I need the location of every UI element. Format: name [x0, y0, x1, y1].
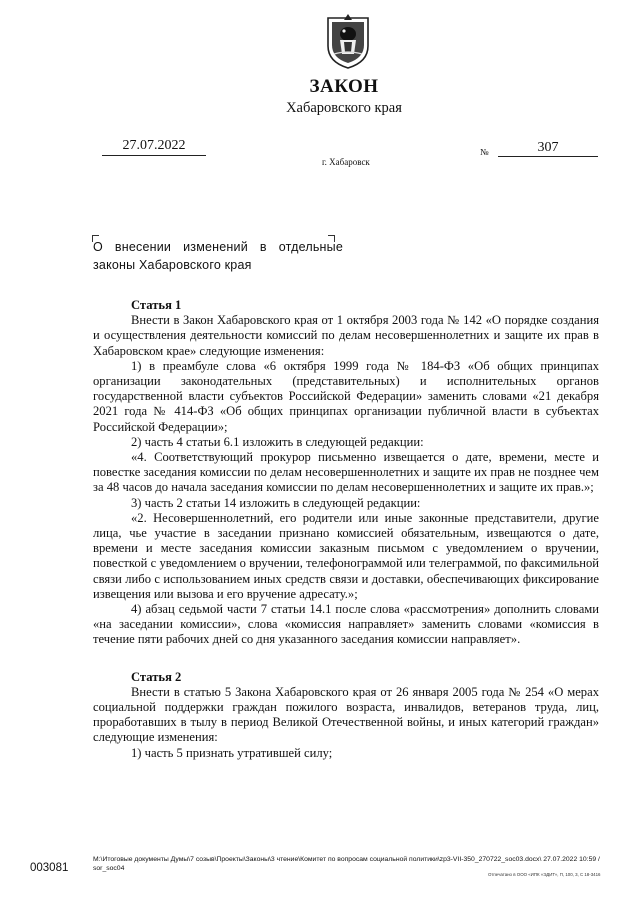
article-1-paragraph: 1) в преамбуле слова «6 октября 1999 года № 184-ФЗ «Об общих принципах организации законодательных (представительных) и исполнительных органов государственной власти субъектов Российской Федерации» заменить словами «21 декабря 2021 года № 414-ФЗ «Об общих принципах организации публичной власти в субъектах Российской Федерации»;	[93, 358, 599, 434]
document-date: 27.07.2022	[102, 138, 206, 156]
article-1-paragraph: Внести в Закон Хабаровского края от 1 октября 2003 года № 142 «О порядке создания и осуществления деятельности комиссий по делам несовершеннолетних и защите их прав в Хабаровском крае» следующие изменения:	[93, 313, 599, 358]
document-body	[93, 298, 599, 761]
subject-line-1: О внесении изменений в отдельные	[93, 240, 343, 254]
footer-document-code: 003081	[30, 862, 69, 874]
article-1-paragraph: 3) часть 2 статьи 14 изложить в следующей редакции:	[131, 495, 421, 510]
document-type-title: ЗАКОН	[309, 76, 379, 97]
article-1-paragraph: 2) часть 4 статьи 6.1 изложить в следующей редакции:	[131, 434, 424, 449]
article-2-title: Статья 2	[131, 669, 182, 684]
article-2-paragraph: Внести в статью 5 Закона Хабаровского края от 26 января 2005 года № 254 «О мерах социальной поддержки граждан пожилого возраста, инвалидов, ветеранов труда, лиц, проработавших в тылу в период Великой Отечественной войны, и иных категорий граждан» следующие изменения:	[93, 684, 599, 745]
article-1-paragraph: «4. Соответствующий прокурор письменно извещается о дате, времени, месте и повестке заседания комиссии по делам несовершеннолетних и защите их прав не позднее чем за 48 часов до начала заседания комиссии по делам несовершеннолетних и защите их прав.»;	[93, 450, 599, 495]
article-1-paragraph: «2. Несовершеннолетний, его родители или иные законные представители, другие лица, чье участие в заседании признано комиссией обязательным, извещаются о дате, времени и месте заседания комиссии заказным письмом с уведомлением о вручении, повесткой с уведомлением о вручении, телефонограммой или телеграммой, по факсимильной связи либо с использованием иных средств связи и доставки, обеспечивающих фиксирование извещения или вызова и его вручение адресату.»;	[93, 510, 599, 601]
coat-of-arms-icon	[322, 10, 374, 70]
article-1-paragraph: 4) абзац седьмой части 7 статьи 14.1 после слова «рассмотрения» дополнить словами «на заседании комиссии», слова «комиссия направляет» заменить словами «комиссия в течение пяти рабочих дней со дня указанного заседания комиссии направляет».	[93, 602, 599, 647]
region-subtitle: Хабаровского края	[286, 100, 402, 116]
footer-print-note: Отпечатано в ООО «ИПК «ЭДИТ», П, 100, 3, С 18-3416	[488, 872, 601, 877]
subject-line-2: законы Хабаровского края	[93, 258, 252, 272]
document-number-label: №	[480, 147, 489, 157]
article-1-title: Статья 1	[131, 298, 182, 312]
article-2-paragraph: 1) часть 5 признать утратившей силу;	[131, 745, 333, 760]
footer-file-path: M:\Итоговые документы Думы\7 созыв\Проекты\Законы\3 чтение\Комитет по вопросам социальной политики\zp3-VII-350_270722_soc03.docx\ 27.07.2022 10:59 / sor_soc04	[93, 856, 600, 872]
document-city: г. Хабаровск	[322, 157, 370, 167]
document-subject	[93, 238, 343, 274]
document-number: 307	[498, 140, 598, 157]
